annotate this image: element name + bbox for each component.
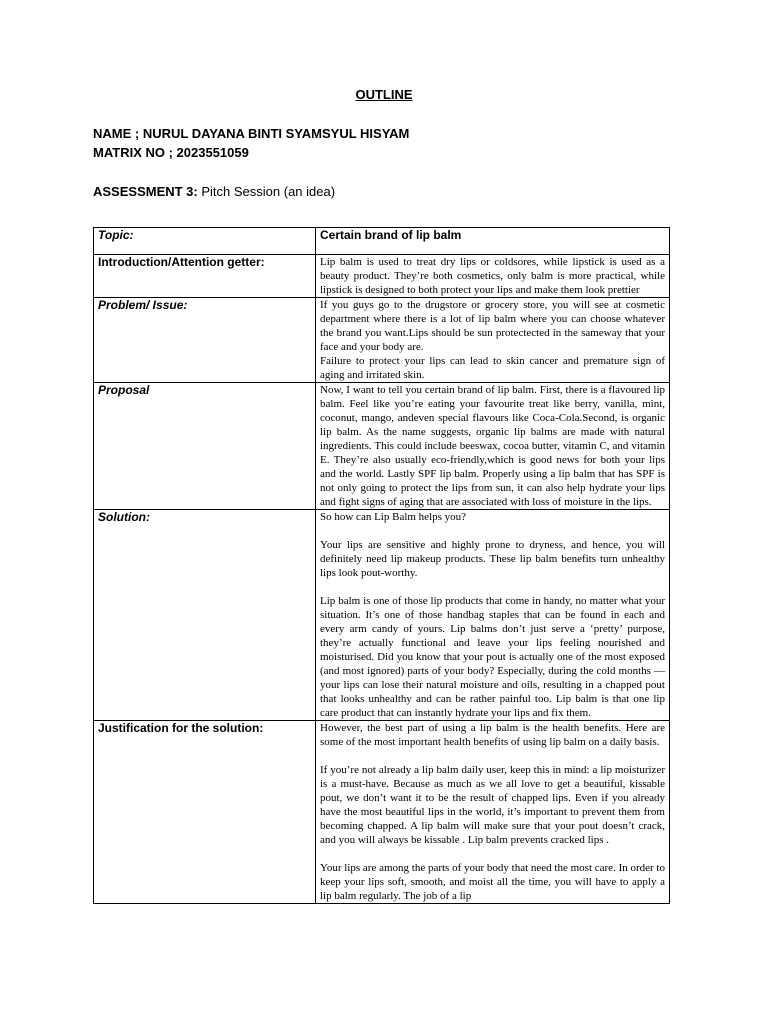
paragraph: If you guys go to the drugstore or grocery store, you will see at cosmetic department where there is a lot of lip balm where you can choose whatever the brand you want.Lips should be sun protectected in the sameway that your face and your body are. [320, 299, 665, 353]
document-title: OUTLINE [355, 87, 413, 102]
row-label-proposal: Proposal [94, 383, 316, 510]
paragraph: Your lips are among the parts of your body that need the most care. In order to keep your lips soft, smooth, and moist all the time, you will have to apply a lip balm regularly. The job of a lip [320, 862, 665, 902]
outline-table [93, 227, 670, 904]
table-row-justification [94, 721, 670, 904]
table-row-topic [94, 228, 670, 255]
row-content-solution [316, 510, 670, 721]
row-content-proposal [316, 383, 670, 510]
row-label-justification: Justification for the solution: [94, 721, 316, 904]
row-label-topic: Topic: [94, 228, 316, 255]
table-row-proposal [94, 383, 670, 510]
matrix-number: MATRIX NO ; 2023551059 [93, 145, 249, 160]
paragraph: If you’re not already a lip balm daily user, keep this in mind: a lip moisturizer is a must-have. Because as much as we all love to get a beautiful, kissable pout, we don’t want it to be the result of chapped lips. Even if you already have the most beautiful lips in the world, it’s important to prevent them from becoming chapped. A lip balm will make sure that your pout doesn’t crack, and you will always be kissable . Lip balm prevents cracked lips . [320, 764, 665, 846]
row-content-justification [316, 721, 670, 904]
paragraph: So how can Lip Balm helps you? [320, 511, 467, 523]
paragraph: Lip balm is one of those lip products that come in handy, no matter what your situation. It’s one of those handbag staples that can be found in each and every arm candy of yours. Lip balms don’t just serve a ‘pretty’ purpose, they’re actually functional and leave your lips feeling nourished and moisturised. Did you know that your pout is actually one of the most exposed (and most ignored) parts of your body? Especially, during the cold months — your lips can lose their natural moisture and oils, resulting in a chapped pout that looks unhealthy and can be rather painful too. Lip balm is that one lip care product that can instantly hydrate your lips and fix them. [320, 595, 665, 719]
row-content-topic: Certain brand of lip balm [316, 228, 670, 255]
row-label-solution: Solution: [94, 510, 316, 721]
row-content-introduction [316, 255, 670, 298]
row-label-introduction: Introduction/Attention getter: [94, 255, 316, 298]
paragraph: Failure to protect your lips can lead to skin cancer and premature sign of aging and irritated skin. [320, 355, 665, 381]
paragraph: However, the best part of using a lip balm is the health benefits. Here are some of the most important health benefits of using lip balm on a daily basis. [320, 722, 665, 748]
table-row-solution [94, 510, 670, 721]
assessment-heading [93, 184, 335, 199]
row-content-problem [316, 298, 670, 383]
paragraph: Your lips are sensitive and highly prone to dryness, and hence, you will definitely need lip makeup products. These lip balm benefits turn unhealthy lips look pout-worthy. [320, 539, 665, 579]
paragraph: Now, I want to tell you certain brand of lip balm. First, there is a flavoured lip balm. Feel like you’re eating your favourite treat like berry, vanilla, mint, coconut, mango, andeven special flavours like Coca-Cola.Second, is organic lip balm. As the name suggests, organic lip balms are made with natural ingredients. This could include beeswax, cocoa butter, vitamin C, and vitamin E. They’re also usually eco-friendly,which is good news for both your lips and the world. Lastly SPF lip balm. Properly using a lip balm that has SPF is not only going to protect the lips from sun, it can also help hydrate your lips and fight signs of aging that are associated with loss of moisture in the lips. [320, 384, 665, 508]
paragraph: Lip balm is used to treat dry lips or coldsores, while lipstick is used as a beauty product. They’re both cosmetics, only balm is more practical, while lipstick is designed to both protect your lips and make them look prettier [320, 256, 665, 296]
table-row-problem [94, 298, 670, 383]
assessment-title: Pitch Session (an idea) [197, 184, 336, 199]
row-label-problem: Problem/ Issue: [94, 298, 316, 383]
student-name: NAME ; NURUL DAYANA BINTI SYAMSYUL HISYAM [93, 126, 410, 141]
table-row-introduction [94, 255, 670, 298]
assessment-label: ASSESSMENT 3: [93, 184, 198, 199]
